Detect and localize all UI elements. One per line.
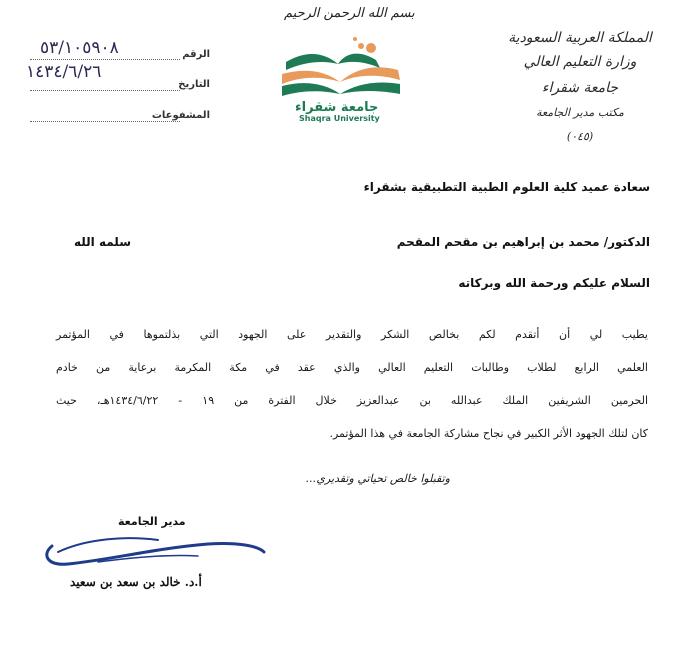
office-code: (٠٤٥): [566, 130, 594, 143]
logo-page-left: [282, 71, 340, 84]
logo-leaf-right: [338, 54, 380, 68]
addressee-name: الدكتور/ محمد بن إبراهيم بن مقحم المقحم: [396, 235, 650, 249]
logo-book-left: [282, 83, 340, 96]
logo-dot: [353, 37, 357, 41]
kingdom-line: المملكة العربية السعودية: [508, 30, 652, 46]
addressee-greeting: سلمه الله: [74, 235, 131, 249]
date-value: ١٤٣٤/٦/٢٦: [26, 62, 102, 82]
university-name-english: Shaqra University: [299, 114, 380, 123]
signature-stroke: [47, 543, 264, 564]
body-line: كان لتلك الجهود الأثر الكبير في نجاح مشاركة الجامعة في هذا المؤتمر.: [329, 427, 648, 440]
body-line: يطيب لي أن أتقدم لكم بخالص الشكر والتقدير على الجهود التي بذلتموها في المؤتمر: [56, 328, 648, 341]
date-label: التاريخ: [178, 79, 210, 90]
signature-scribble: [38, 528, 268, 573]
reference-number-label: الرقم: [182, 49, 210, 60]
signature-stroke: [58, 538, 158, 552]
attachments-label: المشفوعات: [151, 110, 210, 121]
body-line: العلمي الرابع لطلاب وطالبات التعليم العالي والذي عقد في مكة المكرمة برعاية من خادم: [56, 361, 648, 374]
logo-dot: [358, 43, 364, 49]
office-line: مكتب مدير الجامعة: [536, 106, 624, 119]
ministry-line: وزارة التعليم العالي: [523, 54, 637, 70]
university-line: جامعة شقراء: [541, 80, 619, 96]
reference-number-value: ٥٣/١٠٥٩٠٨: [40, 38, 119, 58]
logo-book-right: [340, 82, 400, 94]
logo-page-right: [340, 67, 400, 82]
logo-dot: [366, 43, 376, 53]
signature-title: مدير الجامعة: [118, 515, 186, 528]
addressee-title: سعادة عميد كلية العلوم الطبية التطبيقية بشقراء: [363, 180, 650, 194]
university-logo: [276, 30, 416, 102]
body-line: الحرمين الشريفين الملك عبدالله بن عبدالعزيز خلال الفترة من ١٩ - ١٤٣٤/٦/٢٢هـ، حيث: [56, 394, 649, 407]
logo-leaf-left: [286, 54, 338, 70]
signature-name: أ.د. خالد بن سعد بن سعيد: [70, 575, 202, 589]
salutation: السلام عليكم ورحمة الله وبركاته: [458, 276, 650, 290]
basmala: بسم الله الرحمن الرحيم: [284, 6, 415, 21]
university-name-arabic: جامعة شقراء: [295, 100, 379, 115]
closing: وتقبلوا خالص تحياتي وتقديري...: [305, 472, 450, 485]
